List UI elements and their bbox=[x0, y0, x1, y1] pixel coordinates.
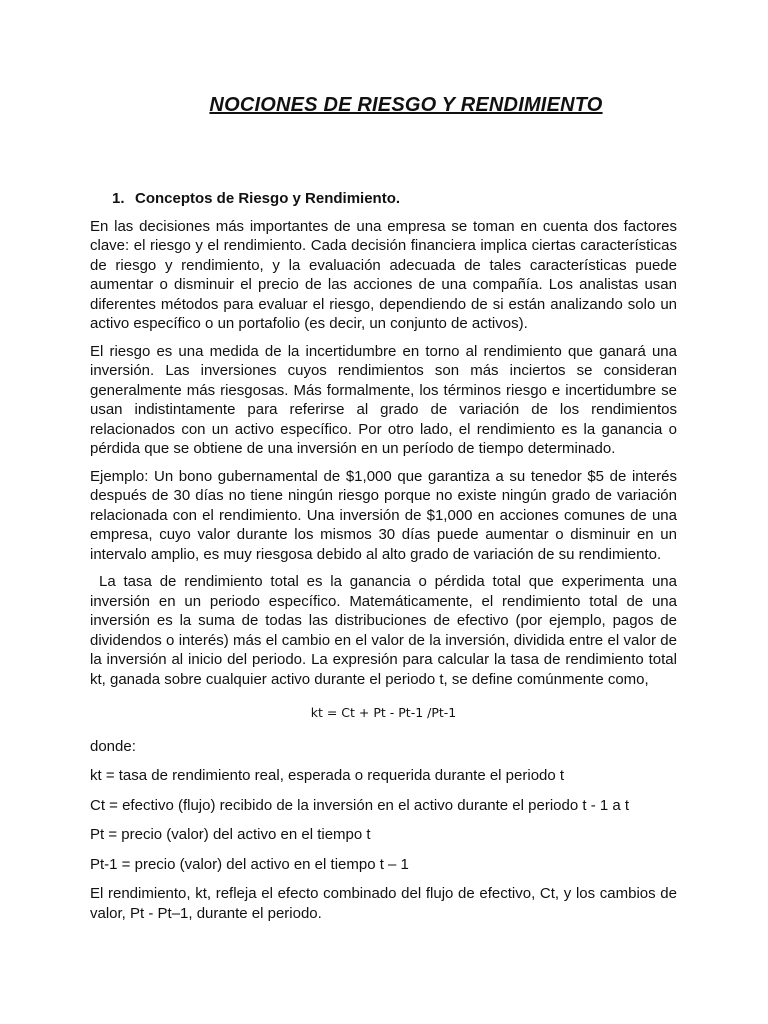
section-heading-text: Conceptos de Riesgo y Rendimiento. bbox=[135, 190, 401, 207]
paragraph-closing: El rendimiento, kt, refleja el efecto combinado del flujo de efectivo, Ct, y los cambios de valor, Pt - Pt–1, durante el periodo. bbox=[90, 885, 677, 922]
paragraph-risk-definition: El riesgo es una medida de la incertidumbre en torno al rendimiento que ganará una inversión. Las inversiones cuyos rendimientos son más inciertos se consideran generalmente más riesgosas. Más formalmente, los términos riesgo e incertidumbre se usan indistintamente para referirse al grado de variación de los rendimientos relacionados con un activo específico. Por otro lado, el rendimiento es la ganancia o pérdida que se obtiene de una inversión en un período de tiempo determinado. bbox=[90, 342, 677, 457]
paragraph-intro: En las decisiones más importantes de una empresa se toman en cuenta dos factores clave: el riesgo y el rendimiento. Cada decisión financiera implica ciertas características de riesgo y rendimiento, y la evaluación adecuada de tales características puede aumentar o disminuir el precio de las acciones de una compañía. Los analistas usan diferentes métodos para evaluar el riesgo, dependiendo de si están analizando solo un activo específico o un portafolio (es decir, un conjunto de activos). bbox=[90, 217, 677, 332]
paragraph-total-return: La tasa de rendimiento total es la ganancia o pérdida total que experimenta una inversión en un periodo específico. Matemáticamente, el rendimiento total de una inversión es la suma de todas las distribuciones de efectivo (por ejemplo, pagos de dividendos o interés) más el cambio en el valor de la inversión, dividida entre el valor de la inversión al inicio del periodo. La expresión para calcular la tasa de rendimiento total kt, ganada sobre cualquier activo durante el periodo t, se define comúnmente como, bbox=[90, 573, 677, 688]
page-title: NOCIONES DE RIESGO Y RENDIMIENTO bbox=[209, 94, 603, 116]
where-label: donde: bbox=[90, 737, 136, 755]
definition-ct: Ct = efectivo (flujo) recibido de la inversión en el activo durante el periodo t - 1 a t bbox=[90, 796, 630, 814]
section-heading bbox=[90, 189, 677, 209]
definition-kt: kt = tasa de rendimiento real, esperada o requerida durante el periodo t bbox=[90, 767, 565, 784]
section-number: 1. bbox=[112, 190, 125, 207]
return-formula: kt = Ct + Pt - Pt-1 /Pt-1 bbox=[310, 705, 457, 720]
paragraph-example: Ejemplo: Un bono gubernamental de $1,000 que garantiza a su tenedor $5 de interés después de 30 días no tiene ningún riesgo porque no existe ningún grado de variación relacionada con el rendimiento. Una inversión de $1,000 en acciones comunes de una empresa, cuyo valor durante los mismos 30 días puede aumentar o disminuir en un intervalo amplio, es muy riesgosa debido al alto grado de variación de su rendimiento. bbox=[90, 467, 677, 563]
definition-pt: Pt = precio (valor) del activo en el tiempo t bbox=[90, 826, 371, 843]
definition-pt-1: Pt-1 = precio (valor) del activo en el tiempo t – 1 bbox=[90, 855, 409, 873]
document-body bbox=[90, 189, 677, 931]
